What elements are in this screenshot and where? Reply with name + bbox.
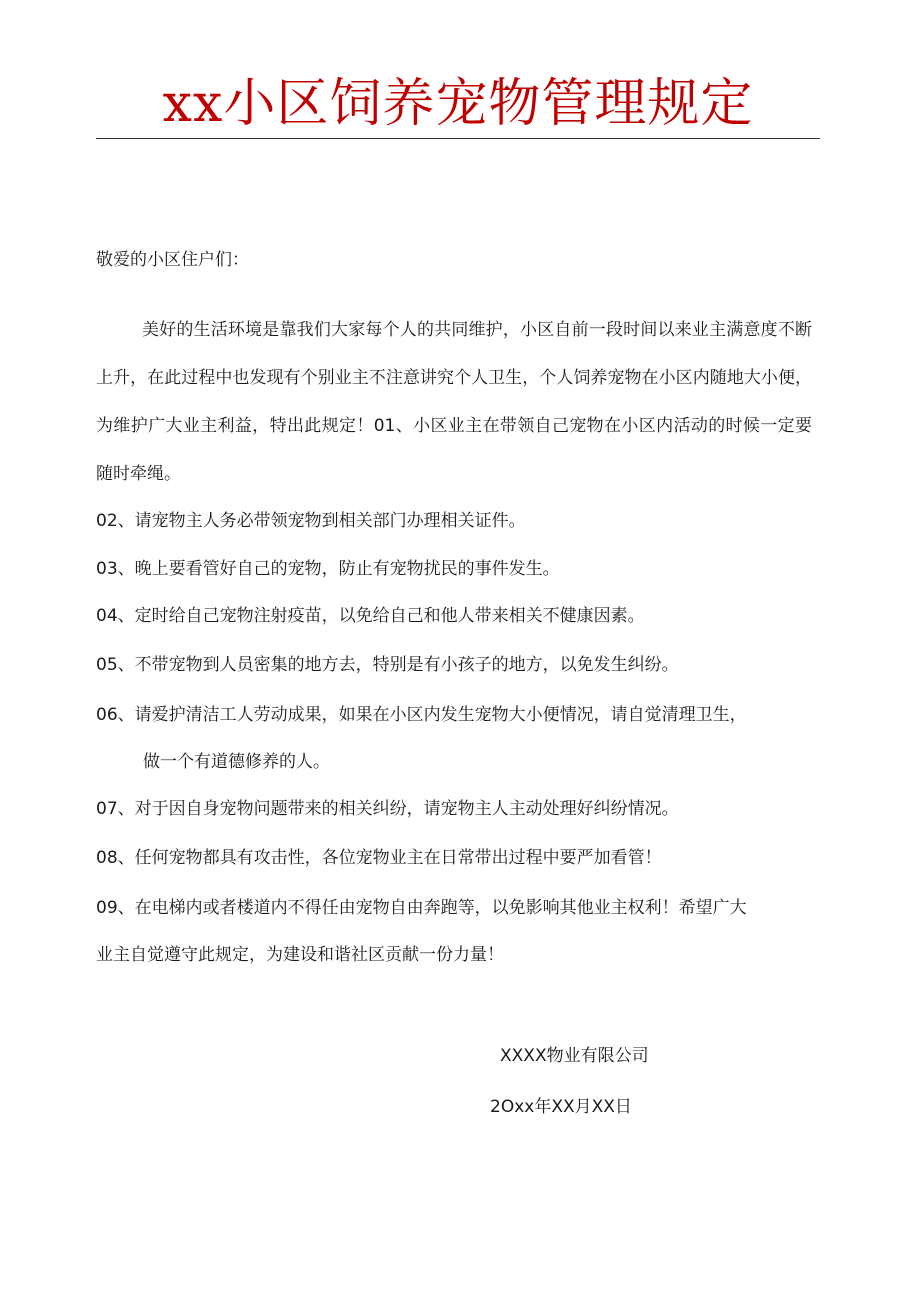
title-divider — [96, 138, 820, 139]
rule-02: 02、请宠物主人务必带领宠物到相关部门办理相关证件。 — [96, 511, 526, 531]
salutation: 敬爱的小区住户们： — [96, 250, 249, 270]
rule-06-continued: 做一个有道德修养的人。 — [143, 752, 330, 772]
signature-company: XXXX物业有限公司 — [500, 1046, 649, 1066]
document-title: xx小区饲养宠物管理规定 — [162, 74, 754, 134]
rule-08: 08、任何宠物都具有攻击性，各位宠物业主在日常带出过程中要严加看管！ — [96, 848, 662, 868]
rule-09: 09、在电梯内或者楼道内不得任由宠物自由奔跑等，以免影响其他业主权利！希望广大 — [96, 898, 747, 918]
signature-date: 2Oxx年XX月XX日 — [490, 1097, 632, 1117]
rule-05: 05、不带宠物到人员密集的地方去，特别是有小孩子的地方，以免发生纠纷。 — [96, 655, 679, 675]
rule-09-continued: 业主自觉遵守此规定，为建设和谐社区贡献一份力量！ — [96, 945, 504, 965]
intro-paragraph: 美好的生活环境是靠我们大家每个人的共同维护，小区自前一段时间以来业主满意度不断上升，在此过程中也发现有个别业主不注意讲究个人卫生，个人饲养宠物在小区内随地大小便，为维护广大业主利益，特出此规定！01、小区业主在带领自己宠物在小区内活动的时候一定要随时牵绳。 — [96, 320, 812, 484]
rule-04: 04、定时给自己宠物注射疫苗，以免给自己和他人带来相关不健康因素。 — [96, 606, 645, 626]
rule-07: 07、对于因自身宠物问题带来的相关纠纷，请宠物主人主动处理好纠纷情况。 — [96, 799, 679, 819]
rule-03: 03、晚上要看管好自己的宠物，防止有宠物扰民的事件发生。 — [96, 559, 560, 579]
rule-06: 06、请爱护清洁工人劳动成果，如果在小区内发生宠物大小便情况，请自觉清理卫生， — [96, 705, 747, 725]
